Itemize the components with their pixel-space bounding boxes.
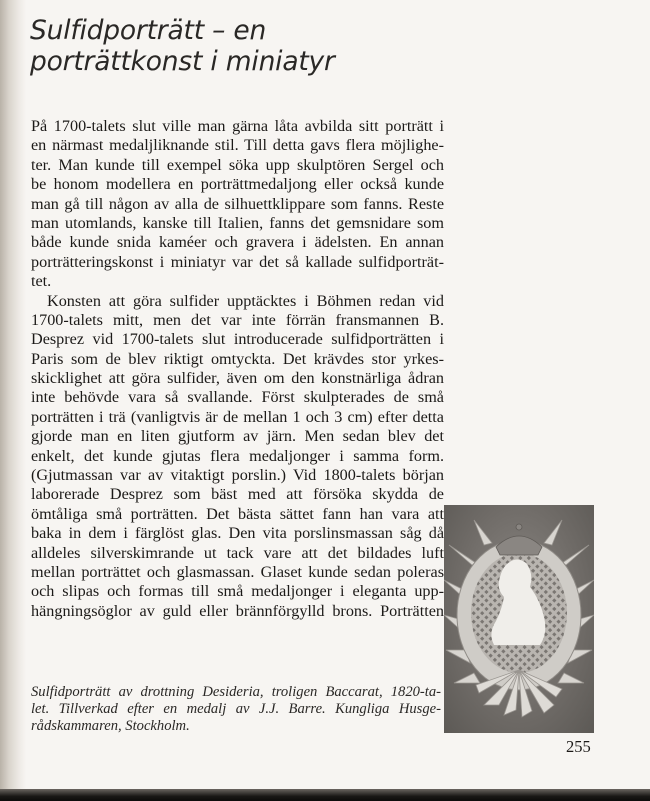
text-line: tet. (31, 272, 52, 291)
text-line: Desprez vid 1700-talets slut introducerade sulfidporträtten i (31, 330, 444, 349)
text-line: man gå till någon av alla de silhuettklippare som fanns. Reste (31, 194, 444, 213)
caption-line: let. Tillverkad efter en medalj av J.J. Barre. Kungliga Husge- (31, 701, 441, 717)
page-number: 255 (566, 737, 591, 756)
text-line: både kunde snida kaméer och gravera i ädelsten. En annan (31, 233, 444, 252)
figure-caption (31, 684, 441, 735)
text-line: gjorde man en liten gjutform av järn. Men sedan blev det (31, 427, 444, 446)
text-line: laborerade Desprez som bäst med att försöka skydda de (31, 485, 444, 504)
text-line: ömtåliga små porträtten. Det bästa sättet fann han vara att (31, 504, 444, 523)
text-line: skicklighet att göra sulfider, även om den konstnärliga ådran (31, 369, 444, 388)
text-line: Paris som de blev riktigt omtyckta. Det krävdes stor yrkes- (31, 349, 444, 368)
text-line: porträtten i trä (vanligtvis är de mellan 1 och 3 cm) efter detta (31, 407, 444, 426)
chapter-title (30, 15, 430, 77)
text-line: alldeles silverskimrande ut tack vare att det bildades luft (31, 543, 444, 562)
body-text (31, 117, 444, 621)
chapter-title-line: porträttkonst i miniatyr (30, 46, 335, 77)
text-line: man utomlands, kanske till Italien, fanns det gemsnidare som (31, 213, 444, 232)
caption-line: Sulfidporträtt av drottning Desideria, troligen Baccarat, 1820-ta- (31, 684, 441, 700)
text-line: en närmast medaljliknande stil. Till detta gavs flera möjlighe- (31, 136, 444, 155)
text-line: Konsten att göra sulfider upptäcktes i Böhmen redan vid (47, 291, 444, 310)
crown (496, 524, 542, 555)
text-line: hängningsöglor av guld eller brännförgylld brons. Porträtten (31, 601, 444, 620)
text-line: be honom modellera en porträttmedaljong eller också kunde (31, 175, 444, 194)
text-line: enkelt, det kunde gjutas flera medaljonger i samma form. (31, 446, 444, 465)
text-line: inte behövde vara så svallande. Först skulpterades de små (31, 388, 444, 407)
text-line: porträtteringskonst i miniatyr var det så kallade sulfidporträt- (31, 252, 444, 271)
text-line: och slipas och formas till små medaljonger i eleganta upp- (31, 582, 444, 601)
medallion-illustration (444, 505, 594, 733)
text-line: baka in dem i färglöst glas. Den vita porslinsmassan såg då (31, 524, 444, 543)
text-line: På 1700-talets slut ville man gärna låta avbilda sitt porträtt i (31, 117, 444, 135)
book-gutter-shadow (0, 0, 26, 801)
chapter-title-line: Sulfidporträtt – en (30, 15, 267, 46)
text-line: (Gjutmassan var av vitaktigt porslin.) Vid 1800-talets början (31, 466, 444, 485)
text-line: mellan porträttet och glasmassan. Glaset kunde sedan poleras (31, 562, 444, 581)
text-line: ter. Man kunde till exempel söka upp skulptören Sergel och (31, 155, 444, 174)
sulfide-portrait-photo (444, 505, 594, 733)
page-bottom-edge (0, 789, 650, 801)
caption-line: rådskammaren, Stockholm. (31, 718, 190, 734)
text-line: 1700-talets mitt, men det var inte förrän fransmannen B. (31, 310, 444, 329)
